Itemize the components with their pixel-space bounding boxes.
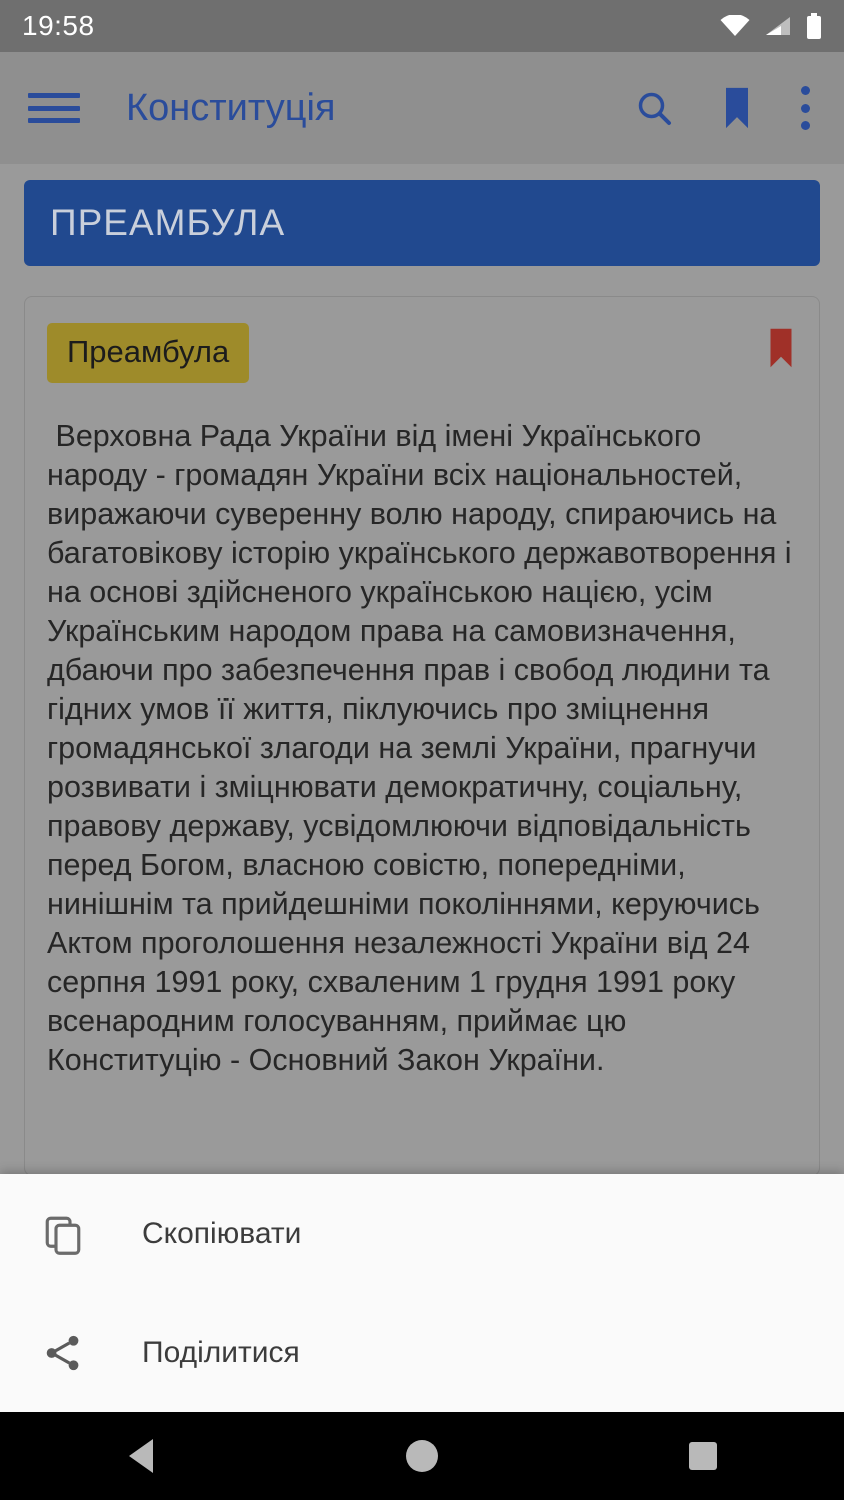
section-banner-title: ПРЕАМБУЛА xyxy=(50,202,286,243)
overflow-menu-icon[interactable] xyxy=(800,86,810,130)
sheet-item-share-label: Поділитися xyxy=(142,1335,300,1369)
status-time: 19:58 xyxy=(22,10,95,41)
back-button[interactable] xyxy=(81,1412,201,1500)
section-banner[interactable] xyxy=(24,180,820,266)
article-card[interactable] xyxy=(24,296,820,1176)
home-button[interactable] xyxy=(362,1412,482,1500)
bookmark-filled-icon[interactable] xyxy=(765,327,797,374)
share-icon xyxy=(36,1332,90,1374)
sheet-item-share[interactable] xyxy=(0,1293,844,1412)
back-triangle-icon xyxy=(129,1439,153,1473)
context-action-sheet xyxy=(0,1174,844,1412)
status-bar xyxy=(0,0,844,52)
app-bar xyxy=(0,52,844,164)
bookmark-icon[interactable] xyxy=(720,86,754,130)
content-area xyxy=(0,164,844,1176)
status-icons xyxy=(720,13,822,39)
page-title: Конституція xyxy=(126,86,336,129)
article-body-text: Верховна Рада України від імені Українського народу - громадян України всіх національностей, виражаючи суверенну волю народу, спираючись на багатовікову історію українського державотворення і на основі здійсненого українською нацією, усім Українським народом права на самовизначення, дбаючи про забезпечення прав і свобод людини та гідних умов її життя, піклуючись про зміцнення громадянської злагоди на землі України, прагнучи розвивати і зміцнювати демократичну, соціальну, правову державу, усвідомлюючи відповідальність перед Богом, власною совістю, попередніми, нинішнім та прийдешніми поколіннями, керуючись Актом проголошення незалежності України від 24 серпня 1991 року, схваленим 1 грудня 1991 року всенародним голосуванням, приймає цю Конституцію - Основний Закон України. xyxy=(47,419,801,1077)
home-circle-icon xyxy=(406,1440,438,1472)
article-chip[interactable]: Преамбула xyxy=(47,323,249,383)
sheet-item-copy-label: Скопіювати xyxy=(142,1216,302,1250)
search-icon[interactable] xyxy=(634,88,674,128)
recents-square-icon xyxy=(689,1442,717,1470)
system-navigation-bar xyxy=(0,1412,844,1500)
wifi-icon xyxy=(720,15,750,37)
cellular-signal-icon xyxy=(764,15,792,37)
app-bar-actions xyxy=(634,86,816,130)
copy-icon xyxy=(36,1213,90,1255)
battery-icon xyxy=(806,13,822,39)
sheet-item-copy[interactable] xyxy=(0,1174,844,1293)
recents-button[interactable] xyxy=(643,1412,763,1500)
article-card-header xyxy=(47,323,797,383)
hamburger-menu-icon[interactable] xyxy=(28,88,80,128)
